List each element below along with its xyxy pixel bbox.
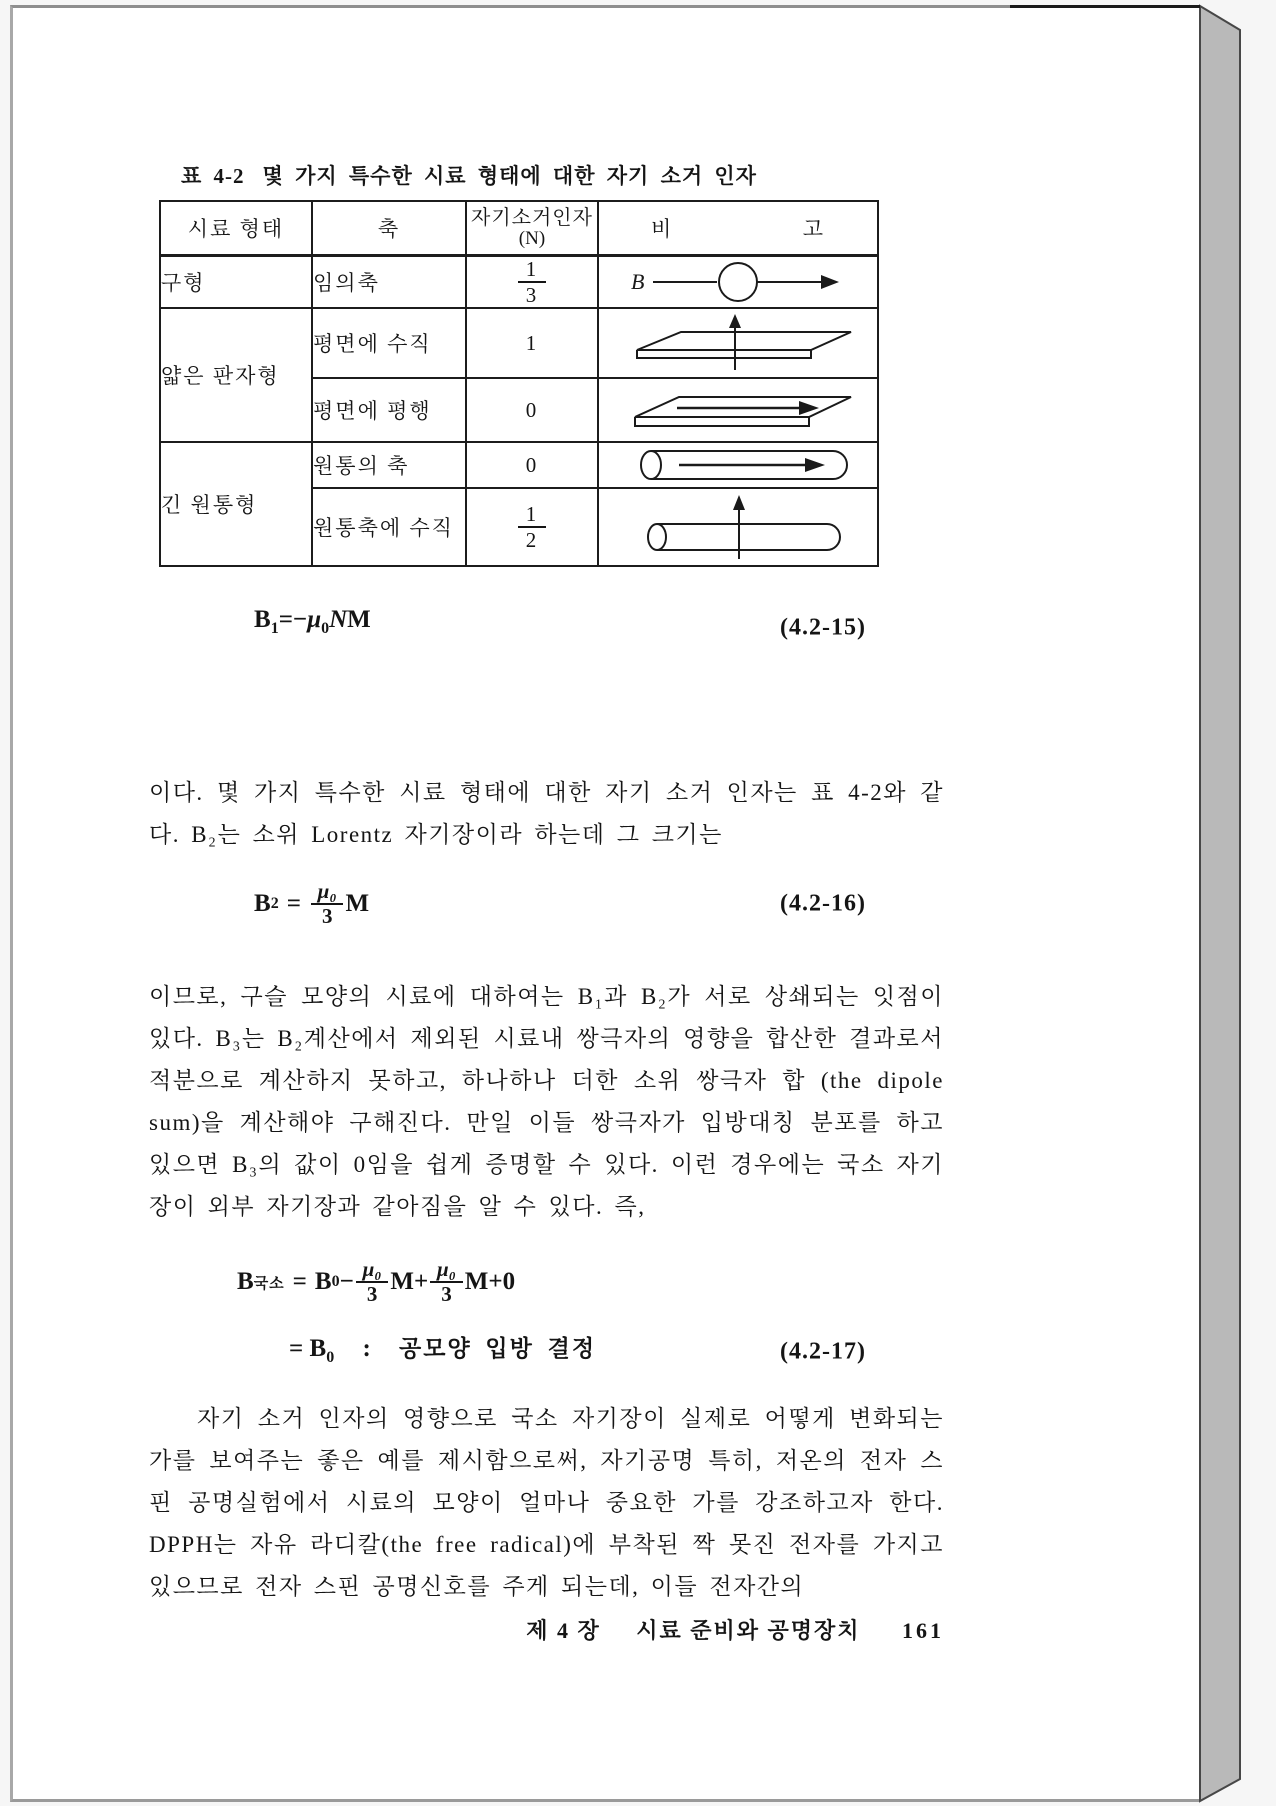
table-row-plate-perp <box>160 308 878 378</box>
header-remark-right: 고 <box>802 217 825 241</box>
field-b-label: B <box>631 269 647 295</box>
paragraph-2: 이므로, 구슬 모양의 시료에 대하여는 B₁과 B₂가 서로 상쇄되는 잇점이 있다. B₃는 B₂계산에서 제외된 시료내 쌍극자의 영향을 합산한 결과로서 적분으로 계산하지 못하고, 하나하나 더한 소위 쌍극자 합 (the dipole sum)을 계산해야 구해진다. 만일 이들 쌍극자가 입방대칭 분포를 하고 있으면 B₃의 값이 0임을 쉽게 증명할 수 있다. 이런 경우에는 국소 자기장이 외부 자기장과 같아짐을 알 수 있다. 즉, <box>149 984 944 1219</box>
demagnetization-factor-table <box>159 200 879 567</box>
cell-axis: 평면에 수직 <box>312 308 466 378</box>
fraction-one-half: $\frac{1}{2}$ <box>518 502 547 552</box>
equation-4-2-17-line1: B 국소 = B 0 − $\frac{\text{μ₀}}{3}$ M + $\frac{\text{μ₀}}{3}$ M +0 <box>237 1256 516 1306</box>
equation-tag: (4.2-17) <box>780 1338 866 1365</box>
table-row-cyl-axis <box>160 442 878 488</box>
book-page <box>10 5 1200 1802</box>
equation-4-2-16: B 2 = $\frac{\text{μ₀}}{3}$ M (4.2-16) <box>254 878 866 928</box>
cell-remark <box>598 256 878 309</box>
cell-remark <box>598 442 878 488</box>
header-remark <box>598 201 878 256</box>
header-factor <box>466 201 598 256</box>
sphere-with-field-arrow-diagram <box>615 259 861 305</box>
equation-tag: (4.2-16) <box>780 890 866 917</box>
table-row-sphere <box>160 256 878 309</box>
cell-factor: 1 <box>466 308 598 378</box>
cell-shape-cylinder: 긴 원통형 <box>160 442 312 566</box>
header-remark-left: 비 <box>651 217 674 241</box>
cell-remark <box>598 378 878 442</box>
cell-axis: 평면에 평행 <box>312 378 466 442</box>
table-header-row <box>160 201 878 256</box>
paragraph-3: 자기 소거 인자의 영향으로 국소 자기장이 실제로 어떻게 변화되는 가를 보여주는 좋은 예를 제시함으로써, 자기공명 특히, 저온의 전자 스핀 공명실험에서 시료의 모양이 얼마나 중요한 가를 강조하고자 한다. DPPH는 자유 라디칼(the free radical)에 부착된 짝 못진 전자를 가지고 있으므로 전자 스핀 공명신호를 주게 되는데, 이들 전자간의 <box>149 1406 944 1599</box>
table-caption <box>181 160 757 190</box>
mu0-over-3-fraction: $\frac{\text{μ₀}}{3}$ <box>311 880 344 928</box>
page-footer <box>149 1614 944 1645</box>
equation-4-2-17-line2: = $B_0$ : 공모양 입방 결정 (4.2-17) <box>289 1335 866 1366</box>
cell-factor: 0 <box>466 442 598 488</box>
equation-4-2-15: $B_1=-\mu_0NM$ (4.2-15) <box>254 606 866 641</box>
cell-axis: 원통의 축 <box>312 442 466 488</box>
table-number: 표 4-2 <box>181 164 245 188</box>
cell-shape-plate: 얇은 판자형 <box>160 308 312 442</box>
mu0-over-3-fraction: $\frac{\text{μ₀}}{3}$ <box>430 1258 463 1306</box>
page-number: 161 <box>902 1618 944 1643</box>
cylinder-up-arrow-diagram <box>615 491 861 563</box>
header-factor-line1: 자기소거인자 <box>471 206 593 229</box>
footer-section-title: 시료 준비와 공명장치 <box>636 1618 861 1643</box>
header-axis: 축 <box>312 201 466 256</box>
paragraph-1: 이다. 몇 가지 특수한 시료 형태에 대한 자기 소거 인자는 표 4-2와 같다. B₂는 소위 Lorentz 자기장이라 하는데 그 크기는 <box>149 780 944 847</box>
mu0-over-3-fraction: $\frac{\text{μ₀}}{3}$ <box>356 1258 389 1306</box>
cell-remark <box>598 488 878 566</box>
cell-axis: 원통축에 수직 <box>312 488 466 566</box>
thin-plate-up-arrow-diagram <box>615 312 861 374</box>
cell-factor <box>466 256 598 309</box>
page-stack-edge <box>1200 6 1240 1801</box>
thin-plate-right-arrow-diagram <box>615 381 861 439</box>
fraction-one-third: $\frac{1}{3}$ <box>518 257 547 307</box>
cell-shape: 구형 <box>160 256 312 309</box>
cell-remark <box>598 308 878 378</box>
header-factor-line2: (N) <box>518 227 546 249</box>
cell-axis: 임의축 <box>312 256 466 309</box>
header-sample-shape: 시료 형태 <box>160 201 312 256</box>
table-caption-text: 몇 가지 특수한 시료 형태에 대한 자기 소거 인자 <box>262 164 757 188</box>
equation-tag: (4.2-15) <box>780 614 866 641</box>
cylinder-right-arrow-diagram <box>615 445 861 485</box>
cell-factor <box>466 488 598 566</box>
cell-factor: 0 <box>466 378 598 442</box>
footer-chapter: 제 4 장 <box>526 1618 601 1643</box>
